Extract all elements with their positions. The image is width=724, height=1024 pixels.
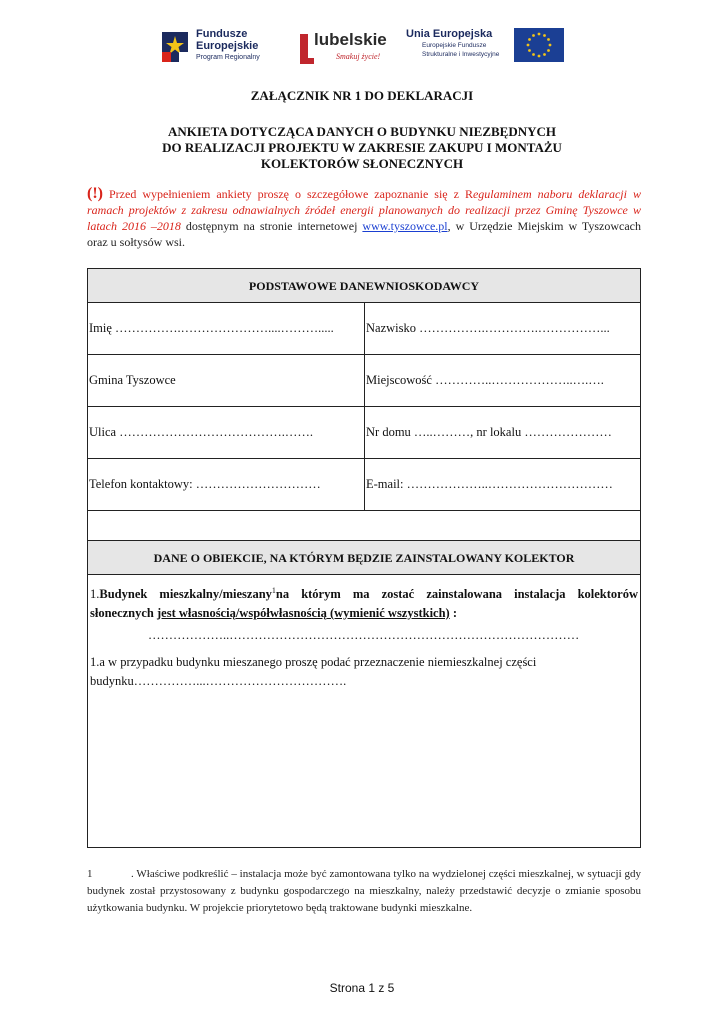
- street-field[interactable]: Ulica ………………………………….…….: [89, 425, 313, 439]
- eu-flag-icon: [514, 28, 564, 62]
- page-number: Strona 1 z 5: [329, 981, 395, 995]
- ue-line3: Strukturalne i Inwestycyjne: [422, 51, 500, 58]
- fe-line2: Europejskie: [196, 40, 259, 52]
- fundusze-europejskie-logo: [160, 26, 280, 72]
- email-field[interactable]: E-mail: ………………..…………………………: [364, 459, 640, 510]
- regulations-title: egulaminem naboru deklaracji w ramach projektów z zakresu odnawialnych źródeł energii planowanych do realizacji przez Gminę Tyszowce w latach 2016 –2018: [87, 187, 641, 233]
- form-row: [88, 303, 640, 355]
- object-details-cell[interactable]: [88, 575, 640, 847]
- ue-line2: Europejskie Fundusze: [422, 42, 487, 49]
- question-1-end: :: [449, 606, 458, 620]
- notice-text: dostępnym na stronie internetowej: [180, 219, 363, 233]
- answer-line[interactable]: ………………..…………………………………………………………………………: [148, 628, 580, 642]
- question-1a: [90, 653, 638, 691]
- fe-line1: Fundusze: [196, 28, 248, 40]
- section-header-applicant: PODSTAWOWE DANEWNIOSKODAWCY: [88, 269, 640, 303]
- footnote-text: . Właściwe podkreślić – instalacja może być zamontowana tylko na wydzielonej części mieszkalnej, w sytuacji gdy budynek został przystosowany z budynku gospodarczego na mieszkalny, należy przedstawić decyzje o zmianie sposobu użytkowania budynku. W projekcie priorytetowo będą traktowane budynki mieszkalne.: [87, 868, 641, 914]
- warning-mark: (!): [87, 185, 103, 202]
- question-1a-text: 1.a w przypadku budynku mieszanego proszę podać przeznaczenie niemieszkalnej części: [90, 655, 537, 669]
- ue-line1: Unia Europejska: [406, 28, 493, 40]
- website-link[interactable]: www.tyszowce.pl: [362, 219, 448, 233]
- notice-text: R: [464, 187, 473, 201]
- form-row: [88, 459, 640, 511]
- empty-row: [88, 511, 640, 541]
- question-1-bold-2: na którym ma zostać zainstalowana instalacja kolektorów słonecznych: [90, 587, 638, 620]
- form-row: [88, 355, 640, 407]
- header-logos: [0, 24, 724, 74]
- notice-text: , w Urzędzie Miejskim w Tyszowcach oraz u sołtysów wsi.: [87, 219, 641, 249]
- form-row: [88, 407, 640, 459]
- fe-star-icon: [160, 30, 190, 64]
- question-1a-answer[interactable]: budynku……………...…………………………….: [90, 674, 347, 688]
- locality-field[interactable]: Miejscowość …………..………………..….….: [364, 355, 640, 406]
- section-header-object: DANE O OBIEKCIE, NA KTÓRYM BĘDZIE ZAINSTALOWANY KOLEKTOR: [88, 541, 640, 575]
- survey-title: [120, 124, 604, 172]
- lubelskie-slogan: Smakuj życie!: [336, 52, 381, 61]
- survey-form-table: [87, 268, 641, 848]
- question-number: 1.: [90, 587, 100, 601]
- lubelskie-word: lubelskie: [314, 30, 387, 49]
- lubelskie-logo: [296, 26, 396, 72]
- last-name-field[interactable]: Nazwisko …………….………….……………...: [364, 303, 640, 354]
- municipality-field: Gmina Tyszowce: [89, 373, 176, 387]
- unia-europejska-logo: [406, 26, 566, 72]
- survey-title-line: ANKIETA DOTYCZĄCA DANYCH O BUDYNKU NIEZBĘDNYCH: [168, 124, 556, 139]
- phone-field[interactable]: Telefon kontaktowy: …………………………: [89, 477, 321, 491]
- question-1-bold: Budynek mieszkalny/mieszany: [99, 587, 272, 601]
- footnote-ref: 1: [271, 585, 276, 595]
- notice-paragraph: [87, 186, 641, 250]
- notice-text: Przed wypełnieniem ankiety proszę o szczegółowe zapoznanie się z: [102, 187, 465, 201]
- survey-title-line: DO REALIZACJI PROJEKTU W ZAKRESIE ZAKUPU I MONTAŻU: [162, 140, 562, 155]
- survey-title-line: KOLEKTORÓW SŁONECZNYCH: [260, 156, 464, 171]
- footnote-number: 1: [87, 868, 93, 880]
- ownership-underlined: jest własnością/współwłasnością (wymienić wszystkich): [157, 606, 450, 620]
- first-name-field[interactable]: Imię …………….…………………....……….....: [89, 321, 334, 335]
- footnote: [87, 866, 641, 917]
- house-number-field[interactable]: Nr domu …..………, nr lokalu …………………: [364, 407, 640, 458]
- question-1: [90, 585, 638, 623]
- attachment-title: ZAŁĄCZNIK NR 1 DO DEKLARACJI: [250, 88, 474, 103]
- fe-line3: Program Regionalny: [196, 54, 260, 61]
